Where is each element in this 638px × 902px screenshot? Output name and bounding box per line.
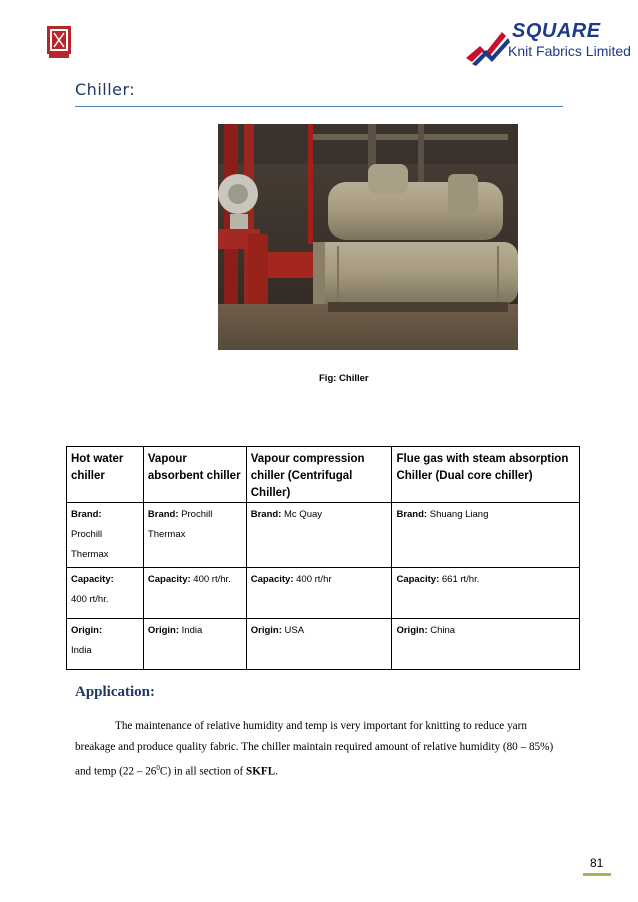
capacity-value: 400 rt/hr. bbox=[193, 574, 231, 585]
brand-value: Prochill Thermax bbox=[71, 529, 109, 560]
origin-cell-2 bbox=[143, 619, 246, 670]
brand-value: Prochill Thermax bbox=[147, 509, 213, 540]
capacity-value: 400 rt/hr bbox=[296, 574, 332, 585]
table-header-row bbox=[67, 447, 580, 503]
table-row-origin bbox=[67, 619, 580, 670]
capacity-label: Capacity: bbox=[147, 574, 191, 585]
origin-value: India bbox=[71, 645, 92, 656]
capacity-cell-3 bbox=[246, 568, 392, 619]
brand-cell-4 bbox=[392, 503, 580, 568]
brand-label: Brand: bbox=[250, 509, 282, 520]
capacity-label: Capacity: bbox=[250, 574, 294, 585]
page-number: 81 bbox=[590, 856, 604, 870]
origin-cell-4 bbox=[392, 619, 580, 670]
brand-cell-3 bbox=[246, 503, 392, 568]
brand-cell-2 bbox=[143, 503, 246, 568]
company-logo bbox=[462, 18, 631, 68]
brand-value: Shuang Liang bbox=[429, 509, 489, 520]
origin-value: USA bbox=[284, 625, 305, 636]
company-abbrev: SKFL bbox=[245, 765, 276, 778]
brand-label: Brand: bbox=[147, 509, 179, 520]
header-flue-gas-chiller: Flue gas with steam absorption Chiller (Dual core chiller) bbox=[392, 447, 580, 503]
capacity-label: Capacity: bbox=[71, 574, 114, 585]
page-number-rule bbox=[583, 873, 611, 876]
application-text-cont: C) in all section of bbox=[159, 765, 246, 778]
brand-cell-1 bbox=[67, 503, 144, 568]
origin-cell-1 bbox=[67, 619, 144, 670]
brand-value: Mc Quay bbox=[284, 509, 323, 520]
origin-label: Origin: bbox=[147, 625, 180, 636]
origin-value: China bbox=[430, 625, 456, 636]
brand-subtitle: Knit Fabrics Limited bbox=[508, 43, 631, 59]
capacity-cell-1 bbox=[67, 568, 144, 619]
application-text: The maintenance of relative humidity and temp is very important for knitting to reduce yarn breakage and produce quality fabric. The chiller maintain required amount of relative humidity (80 – 85%) and temp (22 – 26 bbox=[75, 720, 554, 778]
origin-cell-3 bbox=[246, 619, 392, 670]
origin-label: Origin: bbox=[250, 625, 282, 636]
origin-value: India bbox=[181, 625, 203, 636]
capacity-value: 400 rt/hr. bbox=[71, 594, 109, 605]
table-row-brand bbox=[67, 503, 580, 568]
degree-superscript: 0 bbox=[156, 764, 160, 772]
capacity-label: Capacity: bbox=[396, 574, 440, 585]
chiller-spec-table bbox=[66, 446, 580, 670]
header-vapour-compression-chiller: Vapour compression chiller (Centrifugal Chiller) bbox=[246, 447, 392, 503]
figure-caption: Fig: Chiller bbox=[319, 373, 369, 384]
capacity-cell-2 bbox=[143, 568, 246, 619]
application-title: Application: bbox=[75, 684, 156, 700]
header-vapour-absorbent-chiller: Vapour absorbent chiller bbox=[143, 447, 246, 503]
origin-label: Origin: bbox=[396, 625, 428, 636]
header-hot-water-chiller: Hot water chiller bbox=[67, 447, 144, 503]
table-row-capacity bbox=[67, 568, 580, 619]
institution-logo bbox=[44, 22, 74, 60]
capacity-value: 661 rt/hr. bbox=[441, 574, 480, 585]
title-divider bbox=[75, 106, 563, 107]
section-title: Chiller: bbox=[75, 80, 136, 99]
brand-name: SQUARE bbox=[512, 20, 601, 42]
chiller-photo bbox=[218, 124, 518, 350]
origin-label: Origin: bbox=[71, 625, 103, 636]
brand-label: Brand: bbox=[396, 509, 428, 520]
brand-label: Brand: bbox=[71, 509, 102, 520]
application-paragraph bbox=[75, 716, 555, 783]
sentence-end: . bbox=[275, 765, 279, 778]
capacity-cell-4 bbox=[392, 568, 580, 619]
